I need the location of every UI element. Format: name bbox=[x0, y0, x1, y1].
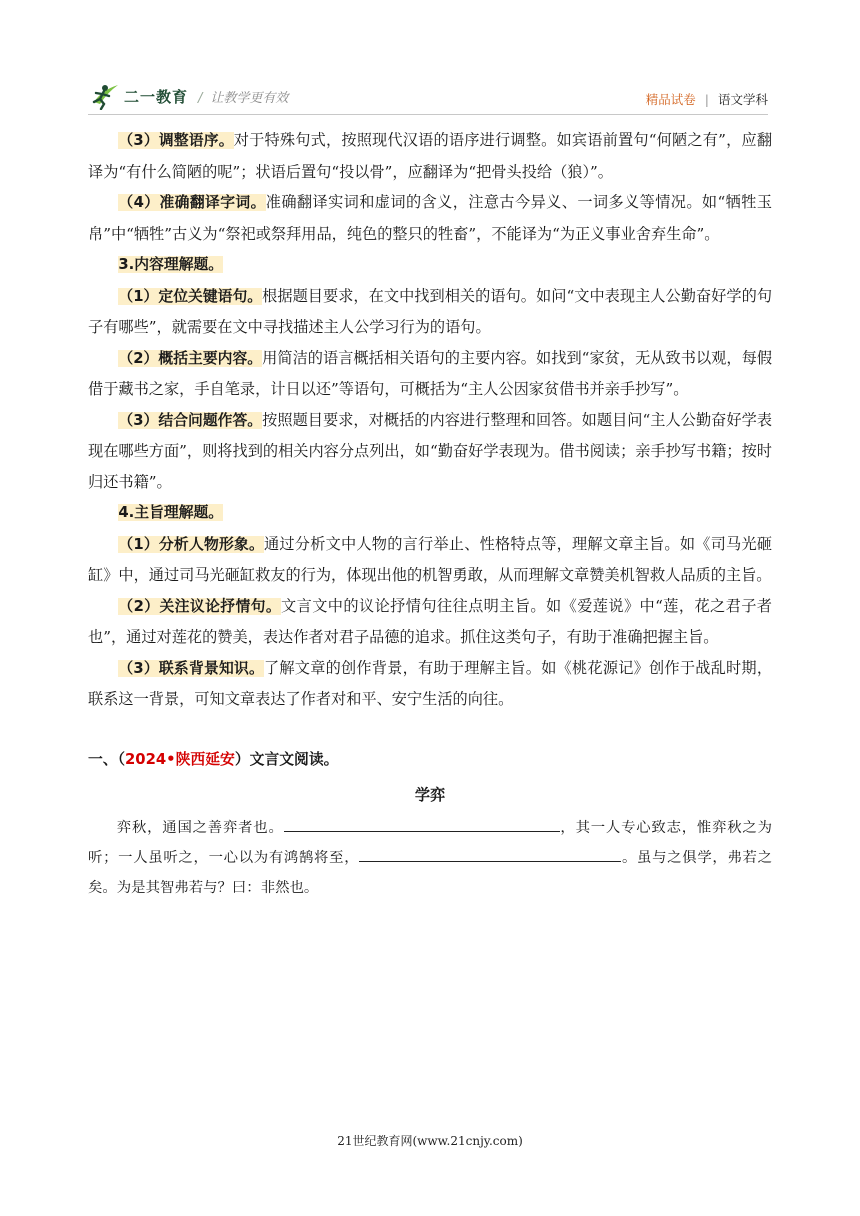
slogan: / 让教学更有效 bbox=[198, 90, 289, 106]
paragraph bbox=[88, 529, 772, 591]
point-heading: （3）联系背景知识。 bbox=[118, 659, 264, 677]
brand-logo bbox=[88, 82, 288, 110]
paragraph bbox=[88, 125, 772, 187]
point-heading: （1）定位关键语句。 bbox=[118, 287, 263, 305]
point-heading: （2）关注议论抒情句。 bbox=[118, 597, 282, 615]
paragraph bbox=[88, 343, 772, 405]
paragraph bbox=[88, 591, 772, 653]
tag-subject: 语文学科 bbox=[717, 92, 768, 107]
header-divider bbox=[88, 114, 768, 115]
point-heading: （4）准确翻译字词。 bbox=[118, 194, 266, 211]
tag-separator: | bbox=[704, 91, 709, 107]
page-footer: 21世纪教育网(www.21cnjy.com) bbox=[337, 1134, 523, 1148]
point-text: 了解文章的创作背景，有助于理解主旨。如《桃花源记》创作于战乱时期，联系这一背景，可知文章表达了作者对和平、安宁生活的向往。 bbox=[88, 658, 773, 708]
page-header bbox=[88, 78, 768, 112]
fill-blank-2[interactable] bbox=[359, 845, 621, 862]
section-heading: 4.主旨理解题。 bbox=[118, 504, 224, 521]
point-text: 按照题目要求，对概括的内容进行整理和回答。如题目问“主人公勤奋好学表现在哪些方面”，则将找到的相关内容分点列出，如“勤奋好学表现为。借书阅读；亲手抄写书籍；按时归还书籍”。 bbox=[88, 410, 773, 491]
point-text: 准确翻译实词和虚词的含义，注意古今异义、一词多义等情况。如“牺牲玉帛”中“牺牲”古义为“祭祀或祭拜用品，纯色的整只的牲畜”，不能译为“为正义事业舍弃生命”。 bbox=[88, 193, 773, 243]
fill-blank-1[interactable] bbox=[284, 815, 560, 832]
paragraph bbox=[88, 187, 772, 249]
paragraph bbox=[88, 653, 772, 715]
point-text: 文言文中的议论抒情句往往点明主旨。如《爱莲说》中“莲，花之君子者也”，通过对莲花的赞美，表达作者对君子品德的追求。抓住这类句子，有助于准确把握主旨。 bbox=[88, 596, 772, 646]
section-heading: 3.内容理解题。 bbox=[118, 256, 224, 273]
running-man-icon bbox=[88, 82, 122, 110]
point-heading: （2）概括主要内容。 bbox=[118, 349, 263, 367]
point-text: 通过分析文中人物的言行举止、性格特点等，理解文章主旨。如《司马光砸缸》中，通过司马光砸缸救友的行为，体现出他的机智勇敢，从而理解文章赞美机智救人品质的主旨。 bbox=[88, 534, 773, 584]
passage-title: 学弈 bbox=[414, 786, 446, 804]
point-text: 用简洁的语言概括相关语句的主要内容。如找到“家贫，无从致书以观，每假借于藏书之家，手自笔录，计日以还”等语句，可概括为“主人公因家贫借书并亲手抄写”。 bbox=[88, 348, 773, 398]
header-tags bbox=[646, 90, 768, 108]
question-heading: 一、（2024•陕西延安）文言文阅读。 bbox=[88, 750, 339, 768]
paragraph bbox=[88, 281, 772, 343]
tag-premium-paper: 精品试卷 bbox=[645, 92, 696, 107]
passage-text: 弈秋，通国之善弈者也。 ，其一人专心致志，惟弈秋之为听；一人虽听之，一心以为有鸿鹄将至， 。虽与之俱学，弗若之矣。为是其智弗若与？曰：非然也。 bbox=[88, 813, 772, 903]
point-heading: （3）结合问题作答。 bbox=[118, 411, 263, 429]
point-heading: （3）调整语序。 bbox=[118, 132, 234, 149]
paragraph bbox=[88, 405, 772, 498]
document-body bbox=[88, 125, 772, 903]
point-heading: （1）分析人物形象。 bbox=[118, 535, 264, 553]
question-source: 2024•陕西延安 bbox=[125, 750, 235, 768]
point-text: 对于特殊句式，按照现代汉语的语序进行调整。如宾语前置句“何陋之有”，应翻译为“有什么简陋的呢”；状语后置句“投以骨”，应翻译为“把骨头投给（狼）”。 bbox=[88, 131, 773, 181]
brand-name: 二一教育 bbox=[124, 87, 189, 106]
point-text: 根据题目要求，在文中找到相关的语句。如问“文中表现主人公勤奋好学的句子有哪些”，就需要在文中寻找描述主人公学习行为的语句。 bbox=[88, 286, 773, 336]
